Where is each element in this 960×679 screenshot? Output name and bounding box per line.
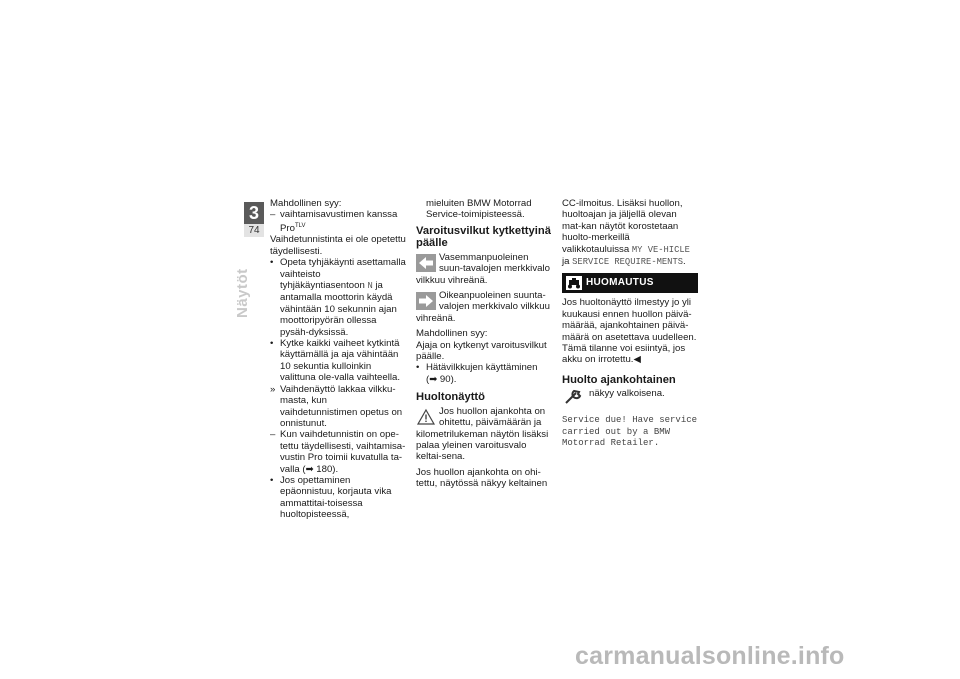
heading-hazard-lights: Varoitusvilkut kytkettyinä päälle xyxy=(416,224,551,250)
dash-text-pro: Pro xyxy=(280,223,295,234)
dash-marker: – xyxy=(270,209,276,221)
warning-triangle-icon xyxy=(416,408,436,426)
paragraph: Vaihdetunnistinta ei ole opetettu täydellisesti. xyxy=(270,234,406,257)
bullet-item xyxy=(270,338,406,384)
possible-cause-label: Mahdollinen syy: xyxy=(270,198,342,209)
result-text: Vaihdenäyttö lakkaa vilkku-masta, kun vaihdetunnistimen opetus on onnistunut. xyxy=(280,383,403,429)
cont-text-c: . xyxy=(683,256,686,268)
dash-text: vaihtamisavustimen kanssa xyxy=(280,209,398,221)
continuation-paragraph xyxy=(562,198,698,268)
display-line-2: carried out by a BMW xyxy=(562,426,671,437)
wrench-icon xyxy=(562,388,586,406)
dash-marker: – xyxy=(270,429,276,441)
chapter-number: 3 xyxy=(244,202,264,224)
bullet-item xyxy=(270,257,406,338)
possible-cause-label: Mahdollinen syy: xyxy=(416,328,488,340)
bullet-marker: • xyxy=(270,474,274,486)
dash-text: Kun vaihdetunnistin on ope-tettu täydellisesti, vaihtamisa-vustin Pro toimii kuvatulla ta-valla xyxy=(280,429,406,475)
bullet-item xyxy=(416,362,552,385)
notice-text: Jos huoltonäyttö ilmestyy jo yli kuukausi ennen huollon päivä-määrää, ajankohtainen päivä-määrä on asetettava uudelleen. Tämä tilanne voi esiintyä, jos akku on irrotettu.◀ xyxy=(562,297,697,366)
right-arrow-icon xyxy=(416,292,436,310)
column-2 xyxy=(416,198,552,490)
warning-text: Jos huollon ajankohta on ohitettu, päivämäärän ja kilometrilukeman näytön lisäksi palaa yleinen varoitusvalo keltai-sena. xyxy=(416,405,549,463)
page-reference: (➡ 180). xyxy=(302,463,339,475)
bullet-item xyxy=(270,475,406,521)
dash-item xyxy=(270,429,406,475)
page-number: 74 xyxy=(244,224,264,237)
heading-service-due: Huolto ajankohtainen xyxy=(562,373,676,386)
display-line-3: Motorrad Retailer. xyxy=(562,438,660,449)
dash-item xyxy=(270,209,406,234)
notice-banner xyxy=(562,273,698,293)
column-1 xyxy=(270,198,406,521)
cont-text-b: ja xyxy=(562,256,573,268)
paragraph: Jos huollon ajankohta on ohi-tettu, näytössä näkyy keltainen xyxy=(416,466,548,490)
bullet-text: Hätävilkkujen käyttäminen xyxy=(426,362,538,374)
bullet-text: Jos opettaminen epäonnistuu, korjauta vika ammattitai-toisessa huoltopisteessä, xyxy=(280,474,392,521)
warning-row xyxy=(416,406,552,463)
left-indicator-text: Vasemmanpuoleinen suun-tavalojen merkkivalo vilkkuu vihreänä. xyxy=(416,251,550,286)
wrench-text: näkyy valkoisena. xyxy=(589,388,665,400)
section-title: Näytöt xyxy=(234,268,251,318)
left-indicator-row xyxy=(416,252,552,286)
column-3 xyxy=(562,198,698,450)
left-arrow-icon xyxy=(416,254,436,272)
menu-my-vehicle: MY VE-HICLE xyxy=(631,244,690,255)
continuation-text xyxy=(416,198,552,221)
motorcycle-notice-icon xyxy=(566,276,582,290)
result-marker: » xyxy=(270,383,276,395)
bullet-text: Opeta tyhjäkäynti asettamalla vaihteisto tyhjäkäyntiasentoon xyxy=(280,257,406,292)
display-line-1: Service due! Have service xyxy=(562,415,698,426)
cont-text-a: CC-ilmoitus. Lisäksi huollon, huoltoajan ja jäljellä olevan mat-kan näytöt korostetaan huolto-merkeillä valikkotauluissa xyxy=(562,198,683,255)
page-reference: (➡ 90). xyxy=(426,373,457,385)
result-item xyxy=(270,384,406,430)
bullet-marker: • xyxy=(270,257,274,269)
watermark-text: carmanualsonline.info xyxy=(575,642,845,670)
heading-service-display: Huoltonäyttö xyxy=(416,391,485,404)
continuation-span: mieluiten BMW Motorrad Service-toimipisteessä. xyxy=(426,198,532,221)
menu-service-requirements: SERVICE REQUIRE-MENTS xyxy=(572,257,683,268)
bullet-marker: • xyxy=(416,362,420,374)
notice-title: HUOMAUTUS xyxy=(586,277,654,289)
neutral-symbol: N xyxy=(367,281,373,292)
wrench-row xyxy=(562,388,698,407)
bullet-text-cont: ja antamalla moottorin käydä vähintään 10 sekunnin ajan moottoripyörän ollessa pysäh-dyksissä. xyxy=(280,280,397,338)
tlv-superscript: TLV xyxy=(294,222,306,229)
bullet-marker: • xyxy=(270,338,274,350)
bullet-text: Kytke kaikki vaiheet kytkintä käyttämällä ja aja vähintään 10 sekuntia kulloinkin valittuna ole-valla vaihteella. xyxy=(280,338,400,384)
display-message xyxy=(562,415,698,450)
right-indicator-text: Oikeanpuoleinen suunta-valojen merkkivalo vilkkuu vihreänä. xyxy=(416,290,550,324)
paragraph: Ajaja on kytkenyt varoitusvilkut päälle. xyxy=(416,339,547,363)
right-indicator-row xyxy=(416,290,552,324)
